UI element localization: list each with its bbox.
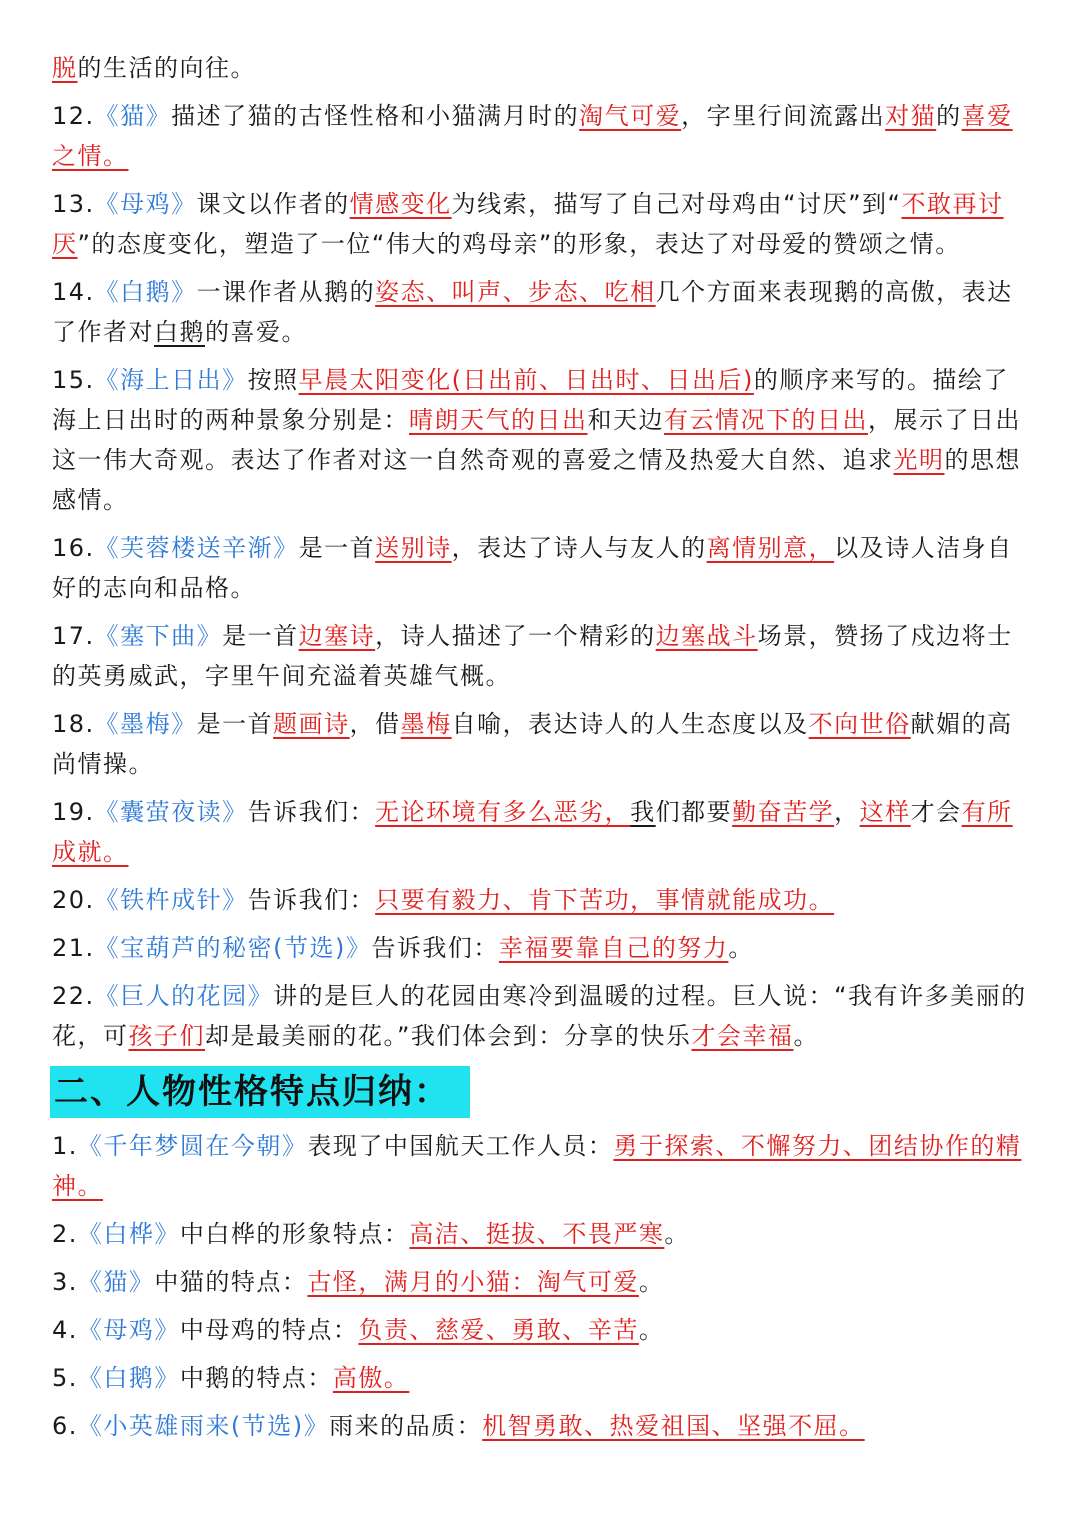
body-text: 18. <box>52 710 95 738</box>
body-text: 。 <box>638 1316 665 1344</box>
lesson-title: 《海上日出》 <box>94 366 248 394</box>
body-text: 几个方面来表现鹅的高傲，表达了作者对 <box>52 278 1013 346</box>
body-text: 。 <box>664 1220 690 1248</box>
summary-item <box>52 184 1027 264</box>
answer-highlight: 勇于探索、不懈努力、团结协作的精神。 <box>52 1132 1022 1200</box>
summary-item <box>52 1214 1027 1254</box>
answer-highlight: 对猫 <box>885 102 937 130</box>
summary-item <box>52 792 1027 872</box>
body-text: 是一首 <box>222 622 299 650</box>
summary-item <box>52 704 1027 784</box>
answer-highlight: 幸福要靠自己的努力 <box>498 934 729 962</box>
lesson-title: 《母鸡》 <box>94 190 197 218</box>
body-text: 按照 <box>247 366 299 394</box>
body-text: 场景，赞扬了戍边将士的英勇威武，字里午间充溢着英雄气概。 <box>52 622 1013 690</box>
summary-item <box>52 1310 1027 1350</box>
answer-highlight: 负责、慈爱、勇敢、辛苦 <box>358 1316 639 1344</box>
body-text: 中猫的特点： <box>154 1268 308 1296</box>
answer-highlight: 不向世俗 <box>808 710 911 738</box>
body-text: 。 <box>793 1022 819 1050</box>
lesson-title: 《猫》 <box>94 102 172 130</box>
summary-item <box>52 360 1027 520</box>
answer-highlight: 高傲。 <box>332 1364 410 1392</box>
body-text: 和天边 <box>587 406 664 434</box>
lesson-title: 《塞下曲》 <box>94 622 223 650</box>
lesson-title: 《白鹅》 <box>77 1364 180 1392</box>
body-text: 。 <box>638 1268 665 1296</box>
body-text: 课文以作者的 <box>196 190 350 218</box>
body-text: ， <box>834 798 860 826</box>
body-text: 2. <box>52 1220 78 1248</box>
answer-highlight: 脱 <box>52 54 78 82</box>
answer-highlight: 边塞诗 <box>298 622 376 650</box>
body-text: ，借 <box>349 710 401 738</box>
summary-item <box>52 616 1027 696</box>
summary-item <box>52 528 1027 608</box>
body-text: 是一首 <box>298 534 376 562</box>
body-text: ，诗人描述了一个精彩的 <box>375 622 656 650</box>
body-text: ，表达了诗人与友人的 <box>451 534 707 562</box>
lesson-title: 《巨人的花园》 <box>94 982 274 1010</box>
summary-item <box>52 1406 1027 1446</box>
answer-highlight: 无论环境有多么恶劣， <box>375 798 631 826</box>
summary-item <box>52 48 1027 88</box>
section-heading-wrapper <box>50 1066 1027 1118</box>
body-text: 17. <box>52 622 95 650</box>
body-text: 告诉我们： <box>247 798 376 826</box>
lesson-title: 《铁杵成针》 <box>94 886 248 914</box>
body-text: 16. <box>52 534 95 562</box>
body-text: 12. <box>52 102 95 130</box>
answer-highlight: 勤奋苦学 <box>732 798 835 826</box>
body-text: 为线索，描写了自己对母鸡由“讨厌”到“ <box>451 190 902 218</box>
summary-item <box>52 1358 1027 1398</box>
body-text: 中鹅的特点： <box>179 1364 333 1392</box>
body-text: 献媚的高尚情操。 <box>52 710 1013 778</box>
summary-item <box>52 976 1027 1056</box>
summary-item <box>52 96 1027 176</box>
lesson-title: 《芙蓉楼送辛渐》 <box>94 534 299 562</box>
body-text: 15. <box>52 366 95 394</box>
text-summary-section <box>52 48 1027 1056</box>
answer-highlight: 才会幸福 <box>691 1022 794 1050</box>
underlined-text: 白鹅 <box>154 318 205 346</box>
lesson-title: 《母鸡》 <box>77 1316 180 1344</box>
answer-highlight: 墨梅 <box>400 710 452 738</box>
body-text: 20. <box>52 886 95 914</box>
summary-item <box>52 928 1027 968</box>
summary-item <box>52 1126 1027 1206</box>
body-text: 一课作者从鹅的 <box>196 278 376 306</box>
body-text: 中白桦的形象特点： <box>179 1220 410 1248</box>
body-text: 的顺序来写的。描绘了海上日出时的两种景象分别是： <box>52 366 1009 434</box>
body-text: 表现了中国航天工作人员： <box>307 1132 614 1160</box>
answer-highlight: 这样 <box>859 798 911 826</box>
answer-highlight: 淘气可爱 <box>579 102 682 130</box>
body-text: 讲的是巨人的花园由寒冷到温暖的过程。巨人说：“我有许多美丽的花，可 <box>52 982 1027 1050</box>
lesson-title: 《墨梅》 <box>94 710 197 738</box>
lesson-title: 《囊萤夜读》 <box>94 798 248 826</box>
character-traits-section <box>52 1126 1027 1446</box>
body-text: 的思想感情。 <box>52 446 1021 514</box>
section-heading: 二、人物性格特点归纳： <box>50 1066 470 1118</box>
lesson-title: 《小英雄雨来(节选)》 <box>77 1412 330 1440</box>
answer-highlight: 孩子们 <box>128 1022 205 1050</box>
lesson-title: 《千年梦圆在今朝》 <box>77 1132 308 1160</box>
body-text: 告诉我们： <box>371 934 499 962</box>
body-text: 们都要 <box>655 798 733 826</box>
body-text: 的 <box>936 102 962 130</box>
answer-highlight: 边塞战斗 <box>655 622 758 650</box>
body-text: 描述了猫的古怪性格和小猫满月时的 <box>171 102 580 130</box>
answer-highlight: 送别诗 <box>375 534 452 562</box>
body-text: 1. <box>52 1132 78 1160</box>
answer-highlight: 高洁、挺拔、不畏严寒 <box>409 1220 665 1248</box>
answer-highlight: 姿态、叫声、步态、吃相 <box>375 278 656 306</box>
answer-highlight: 喜爱之情。 <box>52 102 1013 170</box>
body-text: 告诉我们： <box>247 886 376 914</box>
answer-highlight: 情感变化 <box>349 190 452 218</box>
answer-highlight: 光明 <box>893 446 945 474</box>
body-text: 的生活的向往。 <box>77 54 256 82</box>
summary-item <box>52 880 1027 920</box>
body-text: ，字里行间流露出 <box>681 102 886 130</box>
body-text: 19. <box>52 798 95 826</box>
answer-highlight: 早晨太阳变化(日出前、日出时、日出后) <box>298 366 754 394</box>
body-text: 自喻，表达诗人的人生态度以及 <box>451 710 809 738</box>
answer-highlight: 晴朗天气的日出 <box>409 406 588 434</box>
body-text: 中母鸡的特点： <box>179 1316 359 1344</box>
body-text: 13. <box>52 190 95 218</box>
summary-item <box>52 1262 1027 1302</box>
body-text: 21. <box>52 934 95 962</box>
body-text: ”的态度变化，塑造了一位“伟大的鸡母亲”的形象，表达了对母爱的赞颂之情。 <box>77 230 961 258</box>
body-text: 5. <box>52 1364 78 1392</box>
lesson-title: 《白桦》 <box>77 1220 180 1248</box>
answer-highlight: 机智勇敢、热爱祖国、坚强不屈。 <box>482 1412 865 1440</box>
body-text: 以及诗人洁身自好的志向和品格。 <box>52 534 1013 602</box>
lesson-title: 《白鹅》 <box>94 278 197 306</box>
body-text: 雨来的品质： <box>329 1412 483 1440</box>
answer-highlight: 有所成就。 <box>52 798 1013 866</box>
answer-highlight: 古怪，满月的小猫：淘气可爱 <box>307 1268 639 1296</box>
lesson-title: 《猫》 <box>77 1268 155 1296</box>
answer-highlight: 不敢再讨厌 <box>52 190 1004 258</box>
answer-highlight: 离情别意， <box>706 534 835 562</box>
body-text: 。 <box>728 934 754 962</box>
body-text: 3. <box>52 1268 78 1296</box>
answer-highlight: 只要有毅力、肯下苦功，事情就能成功。 <box>375 886 835 914</box>
body-text: ，展示了日出这一伟大奇观。表达了作者对这一自然奇观的喜爱之情及热爱大自然、追求 <box>52 406 1021 474</box>
body-text: 14. <box>52 278 95 306</box>
body-text: 才会 <box>910 798 962 826</box>
answer-highlight: 题画诗 <box>273 710 350 738</box>
body-text: 是一首 <box>196 710 274 738</box>
body-text: 的喜爱。 <box>205 318 307 346</box>
summary-item <box>52 272 1027 352</box>
body-text: 却是最美丽的花。”我们体会到：分享的快乐 <box>205 1022 692 1050</box>
body-text: 22. <box>52 982 95 1010</box>
lesson-title: 《宝葫芦的秘密(节选)》 <box>94 934 372 962</box>
body-text: 4. <box>52 1316 78 1344</box>
underlined-text: 我 <box>630 798 656 826</box>
answer-highlight: 有云情况下的日出 <box>664 406 868 434</box>
body-text: 6. <box>52 1412 78 1440</box>
document-page <box>52 48 1027 1454</box>
